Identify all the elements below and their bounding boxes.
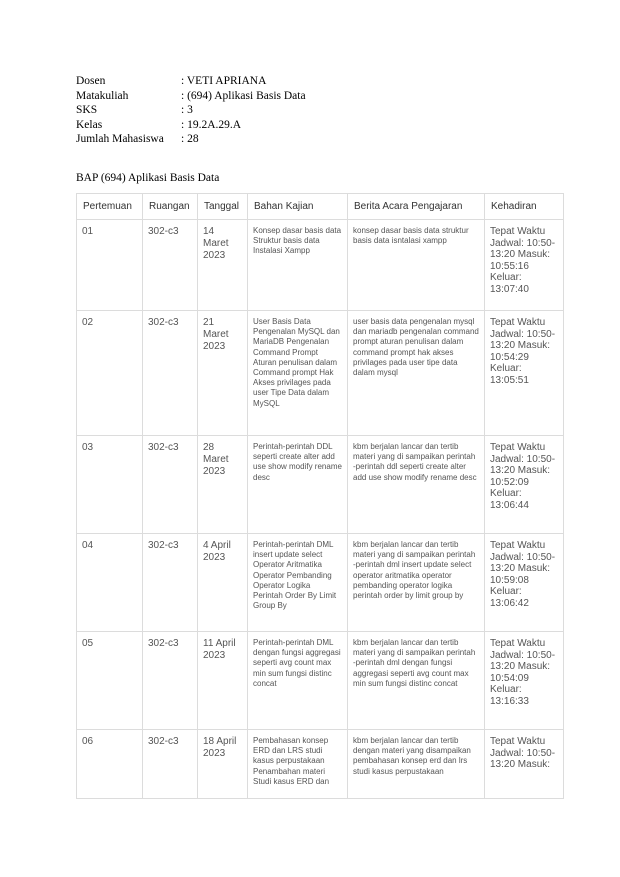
cell-tanggal: 11 April 2023 [198, 632, 248, 730]
cell-ruangan: 302-c3 [143, 436, 198, 534]
info-label: Jumlah Mahasiswa [76, 133, 164, 146]
col-header-tanggal: Tanggal [198, 194, 248, 220]
cell-bahan-kajian: Perintah-perintah DML dengan fungsi aggregasi seperti avg count max min sum fungsi distinc concat [248, 632, 348, 730]
cell-berita-acara: kbm berjalan lancar dan tertib materi yang di sampaikan perintah -perintah dml dengan fungsi aggregasi seperti avg count max min sum fungsi distinc concat [348, 632, 485, 730]
cell-tanggal: 18 April 2023 [198, 730, 248, 799]
cell-kehadiran: Tepat Waktu Jadwal: 10:50-13:20 Masuk: 10:54:29 Keluar: 13:05:51 [485, 311, 564, 436]
cell-tanggal: 28 Maret 2023 [198, 436, 248, 534]
info-value: : (694) Aplikasi Basis Data [181, 89, 306, 102]
cell-kehadiran: Tepat Waktu Jadwal: 10:50-13:20 Masuk: 10:55:16 Keluar: 13:07:40 [485, 220, 564, 311]
col-header-bahan-kajian: Bahan Kajian [248, 194, 348, 220]
info-label: Matakuliah [76, 89, 129, 102]
info-label: Dosen [76, 75, 106, 87]
course-info [76, 74, 306, 147]
col-header-ruangan: Ruangan [143, 194, 198, 220]
col-header-berita-acara: Berita Acara Pengajaran [348, 194, 485, 220]
cell-pertemuan: 01 [77, 220, 143, 311]
cell-berita-acara: kbm berjalan lancar dan tertib dengan materi yang disampaikan pembahasan konsep erd dan lrs studi kasus perpustakaan [348, 730, 485, 799]
cell-berita-acara: user basis data pengenalan mysql dan mariadb pengenalan command prompt aturan penulisan dalam command prompt hak akses privilages pada user tipe data dalam mysql [348, 311, 485, 436]
info-label: Kelas [76, 118, 103, 131]
cell-berita-acara: kbm berjalan lancar dan tertib materi yang di sampaikan perintah -perintah dml insert update select operator aritmatika operator pembanding operator logika perintah order by limit group by [348, 534, 485, 632]
cell-kehadiran: Tepat Waktu Jadwal: 10:50-13:20 Masuk: 10:59:08 Keluar: 13:06:42 [485, 534, 564, 632]
bap-title: BAP (694) Aplikasi Basis Data [76, 172, 220, 184]
cell-tanggal: 21 Maret 2023 [198, 311, 248, 436]
cell-ruangan: 302-c3 [143, 311, 198, 436]
info-label: SKS [76, 104, 98, 117]
info-row-kelas [76, 118, 306, 133]
info-value: : 3 [181, 104, 193, 117]
info-value: : 28 [181, 133, 199, 146]
info-row-matakuliah [76, 89, 306, 104]
cell-pertemuan: 06 [77, 730, 143, 799]
table-row [77, 220, 564, 311]
info-value: : VETI APRIANA [181, 75, 267, 87]
info-value: : 19.2A.29.A [181, 118, 242, 131]
info-row-jumlah-mahasiswa [76, 132, 306, 147]
cell-berita-acara: konsep dasar basis data struktur basis data isntalasi xampp [348, 220, 485, 311]
table-row [77, 730, 564, 799]
col-header-pertemuan: Pertemuan [77, 194, 143, 220]
cell-ruangan: 302-c3 [143, 632, 198, 730]
cell-ruangan: 302-c3 [143, 534, 198, 632]
info-row-sks [76, 103, 306, 118]
table-header-row [77, 194, 564, 220]
table-row [77, 436, 564, 534]
cell-kehadiran: Tepat Waktu Jadwal: 10:50-13:20 Masuk: [485, 730, 564, 799]
cell-kehadiran: Tepat Waktu Jadwal: 10:50-13:20 Masuk: 10:52:09 Keluar: 13:06:44 [485, 436, 564, 534]
table-row [77, 534, 564, 632]
cell-bahan-kajian: Pembahasan konsep ERD dan LRS studi kasus perpustakaan Penambahan materi Studi kasus ERD dan [248, 730, 348, 799]
cell-tanggal: 4 April 2023 [198, 534, 248, 632]
cell-bahan-kajian: Perintah-perintah DDL seperti create alter add use show modify rename desc [248, 436, 348, 534]
col-header-kehadiran: Kehadiran [485, 194, 564, 220]
cell-bahan-kajian: User Basis Data Pengenalan MySQL dan MariaDB Pengenalan Command Prompt Aturan penulisan dalam Command prompt Hak Akses privilages pada user Tipe Data dalam MySQL [248, 311, 348, 436]
bap-table [76, 193, 564, 799]
cell-bahan-kajian: Konsep dasar basis data Struktur basis data Instalasi Xampp [248, 220, 348, 311]
cell-berita-acara: kbm berjalan lancar dan tertib materi yang di sampaikan perintah -perintah ddl seperti create alter add use show modify rename desc [348, 436, 485, 534]
table-row [77, 632, 564, 730]
cell-pertemuan: 03 [77, 436, 143, 534]
cell-tanggal: 14 Maret 2023 [198, 220, 248, 311]
cell-kehadiran: Tepat Waktu Jadwal: 10:50-13:20 Masuk: 10:54:09 Keluar: 13:16:33 [485, 632, 564, 730]
cell-ruangan: 302-c3 [143, 220, 198, 311]
cell-pertemuan: 05 [77, 632, 143, 730]
info-row-dosen [76, 74, 306, 89]
cell-bahan-kajian: Perintah-perintah DML insert update select Operator Aritmatika Operator Pembanding Operator Logika Perintah Order By Limit Group By [248, 534, 348, 632]
table-row [77, 311, 564, 436]
cell-pertemuan: 02 [77, 311, 143, 436]
cell-ruangan: 302-c3 [143, 730, 198, 799]
cell-pertemuan: 04 [77, 534, 143, 632]
